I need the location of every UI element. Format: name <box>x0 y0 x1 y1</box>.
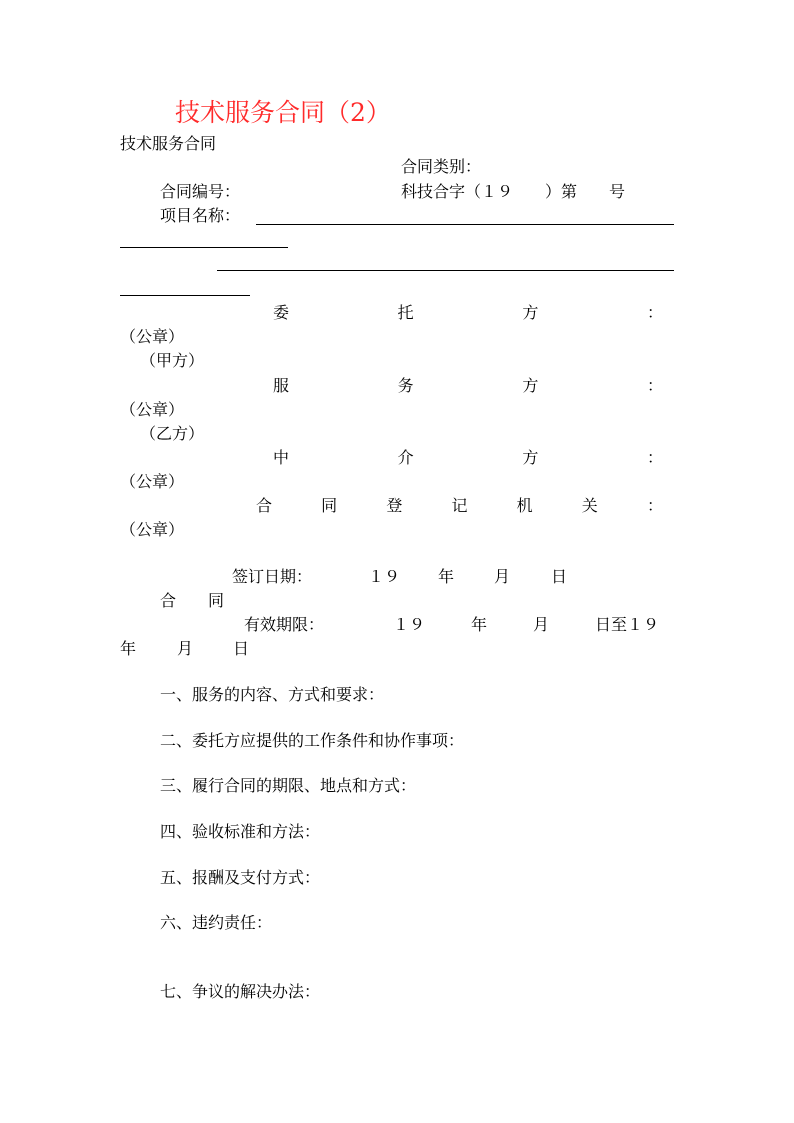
sign-date-label: 签订日期： <box>232 567 313 586</box>
sign-date-day-unit: 日 <box>551 567 568 586</box>
party-provider-heading: 服 务 方 ： <box>273 376 663 395</box>
validity-day-to: 日至１９ <box>595 615 660 634</box>
registration-authority-seal: （公章） <box>120 520 185 539</box>
document-title: 技术服务合同（2） <box>175 98 391 127</box>
project-name-underline <box>256 224 674 225</box>
project-name-underline-cont <box>120 247 288 248</box>
document-subtitle: 技术服务合同 <box>120 134 217 153</box>
validity-year: １９ <box>393 615 426 634</box>
section-7-heading: 七、争议的解决办法： <box>160 982 321 1001</box>
contract-number-value: 科技合字（１９ ）第 号 <box>401 182 626 201</box>
party-client-seal: （公章） <box>120 327 185 346</box>
project-name-underline-2 <box>217 270 674 271</box>
validity-label: 有效期限： <box>244 615 325 634</box>
party-client-heading: 委 托 方 ： <box>273 303 663 322</box>
party-intermediary-seal: （公章） <box>120 472 185 491</box>
sign-date-year: １９ <box>368 567 401 586</box>
contract-type-label: 合同类别： <box>401 157 482 176</box>
validity-year-unit: 年 <box>471 615 488 634</box>
section-6-heading: 六、违约责任： <box>160 913 273 932</box>
party-intermediary-heading: 中 介 方 ： <box>273 448 663 467</box>
project-name-label: 项目名称： <box>160 206 241 225</box>
validity-end-month-unit: 月 <box>177 639 194 658</box>
sign-date-year-unit: 年 <box>438 567 455 586</box>
validity-end-year-unit: 年 <box>120 639 137 658</box>
project-name-underline-2-cont <box>120 295 250 296</box>
section-2-heading: 二、委托方应提供的工作条件和协作事项： <box>160 731 465 750</box>
section-3-heading: 三、履行合同的期限、地点和方式： <box>160 776 417 795</box>
validity-end-day-unit: 日 <box>233 639 250 658</box>
section-1-heading: 一、服务的内容、方式和要求： <box>160 685 385 704</box>
validity-prefix: 合 同 <box>160 591 225 610</box>
party-provider-seal: （公章） <box>120 400 185 419</box>
party-client-role: （甲方） <box>140 351 205 370</box>
contract-number-label: 合同编号： <box>160 182 241 201</box>
registration-authority-heading: 合 同 登 记 机 关 ： <box>256 496 663 515</box>
section-4-heading: 四、验收标准和方法： <box>160 822 321 841</box>
party-provider-role: （乙方） <box>140 424 205 443</box>
validity-month-unit: 月 <box>533 615 550 634</box>
section-5-heading: 五、报酬及支付方式： <box>160 868 321 887</box>
sign-date-month-unit: 月 <box>494 567 511 586</box>
